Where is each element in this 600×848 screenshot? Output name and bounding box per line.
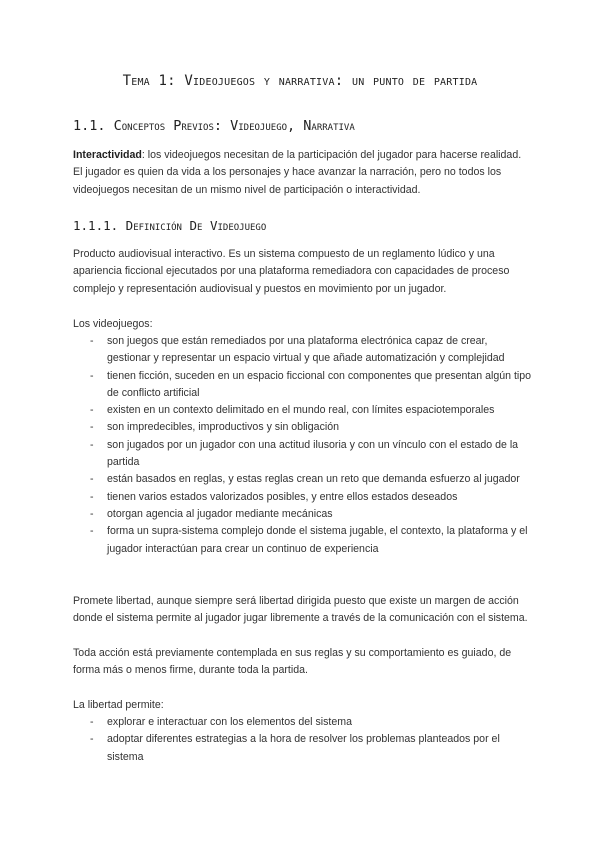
list-item: - son jugados por un jugador con una actitud ilusoria y con un vínculo con el estado de la partida — [73, 437, 533, 472]
freedom-list — [73, 714, 533, 766]
list-intro: Los videojuegos: — [73, 318, 153, 330]
videojuegos-list — [73, 333, 533, 558]
list-item: - son juegos que están remediados por una plataforma electrónica capaz de crear, gestionar y representar un espacio virtual y que añade automatización y complejidad — [73, 333, 533, 368]
freedom-paragraph-2: Toda acción está previamente contemplada en sus reglas y su comportamiento es guiado, de forma más o menos firme, durante toda la partida. — [73, 647, 512, 677]
list-item: - otorgan agencia al jugador mediante mecánicas — [73, 506, 533, 523]
interactividad-paragraph — [73, 147, 533, 199]
list-item: - forma un supra-sistema complejo donde el sistema jugable, el contexto, la plataforma y el jugador interactúan para crear un continuo de experiencia — [73, 523, 533, 558]
section-heading-1-1-1: 1.1.1. Definición De Videojuego — [73, 218, 267, 233]
list-item: - tienen ficción, suceden en un espacio ficcional con componentes que presentan algún tipo de conflicto artificial — [73, 368, 533, 403]
freedom-paragraph-1: Promete libertad, aunque siempre será libertad dirigida puesto que existe un margen de acción donde el sistema permite al jugador jugar libremente a través de la comunicación con el sistema. — [73, 595, 528, 625]
list-item: - están basados en reglas, y estas reglas crean un reto que demanda esfuerzo al jugador — [73, 471, 533, 488]
list-item: - tienen varios estados valorizados posibles, y entre ellos estados deseados — [73, 489, 533, 506]
list-item: - existen en un contexto delimitado en el mundo real, con límites espaciotemporales — [73, 402, 533, 419]
interactividad-term: Interactividad — [73, 149, 142, 161]
freedom-list-intro: La libertad permite: — [73, 699, 164, 711]
list-item: - explorar e interactuar con los elementos del sistema — [73, 714, 533, 731]
definition-paragraph: Producto audiovisual interactivo. Es un sistema compuesto de un reglamento lúdico y una apariencia ficcional ejecutados por una plataforma remediadora con capacidades de proceso complejo y representación audiovisual y puestos en movimiento por un jugador. — [73, 248, 510, 295]
interactividad-text: : los videojuegos necesitan de la participación del jugador para hacerse realidad. El jugador es quien da vida a los personajes y hace avanzar la narración, pero no todos los videojuegos necesitan de un mismo nivel de participación o interactividad. — [73, 149, 522, 196]
list-item: - adoptar diferentes estrategias a la hora de resolver los problemas planteados por el sistema — [73, 731, 533, 766]
section-heading-1-1: 1.1. Conceptos Previos: Videojuego, Narrativa — [73, 118, 355, 134]
list-item: - son impredecibles, improductivos y sin obligación — [73, 419, 533, 436]
page-title: Tema 1: Videojuegos y narrativa: un punto de partida — [122, 73, 478, 89]
